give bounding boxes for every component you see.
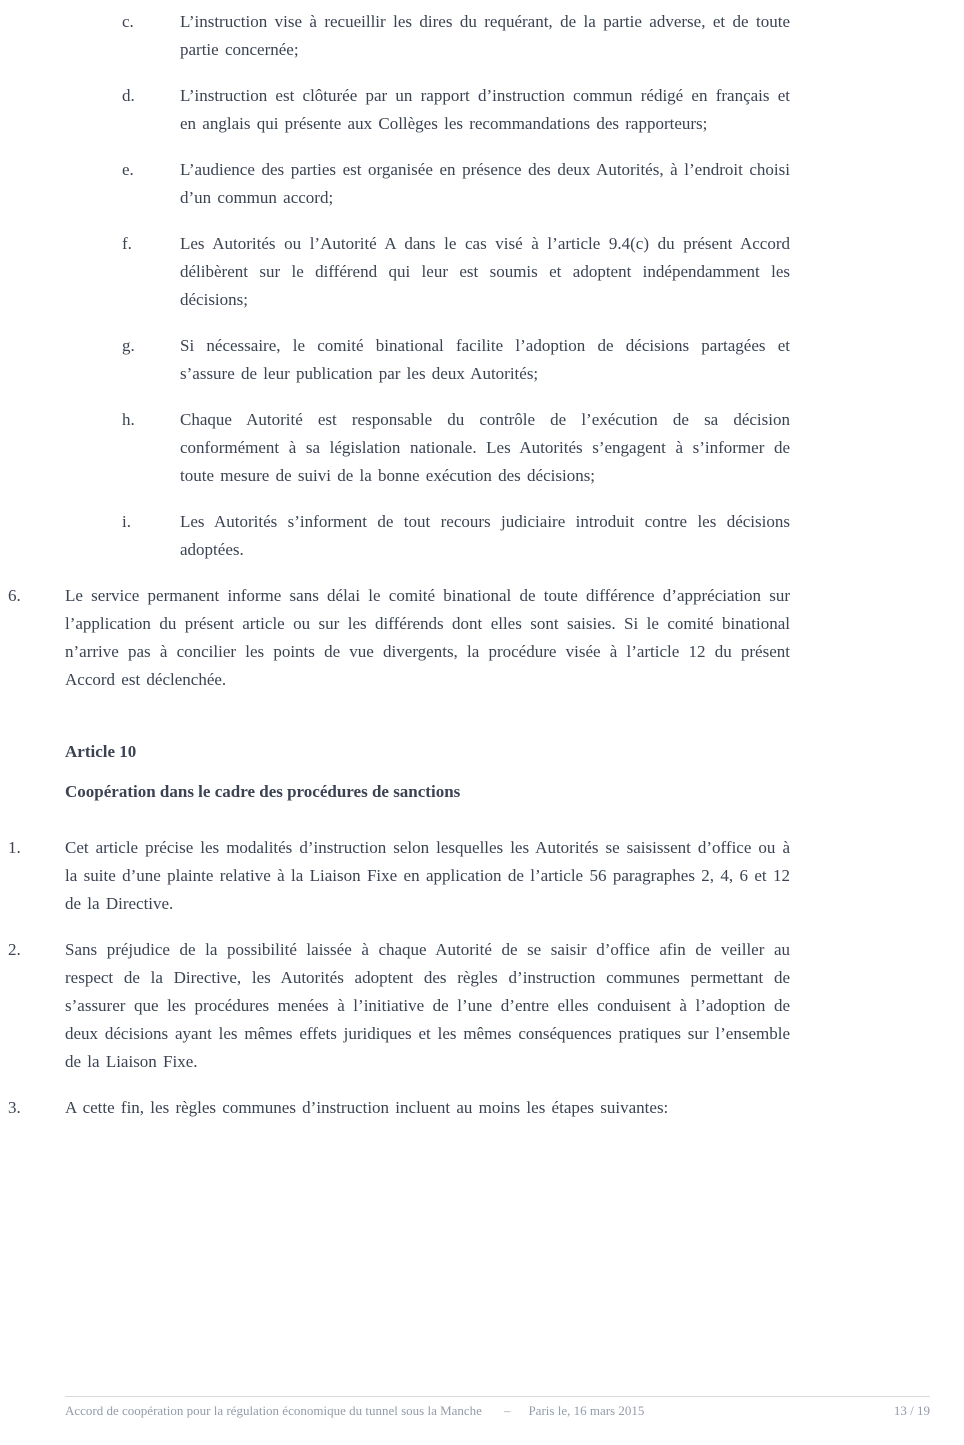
list-item-text: L’instruction est clôturée par un rapport d’instruction commun rédigé en français et en anglais qui présente aux Collèges les recommandations des rapporteurs; — [180, 86, 790, 133]
list-item-text: L’audience des parties est organisée en présence des deux Autorités, à l’endroit choisi d’un commun accord; — [180, 160, 790, 207]
list-item-label: h. — [122, 410, 135, 429]
list-item-label: d. — [122, 86, 135, 105]
list-item-text: Chaque Autorité est responsable du contrôle de l’exécution de sa décision conformément à sa législation nationale. Les Autorités s’engagent à s’informer de toute mesure de suivi de la bonne exécution des décisions; — [180, 410, 790, 485]
list-item-text: Les Autorités s’informent de tout recours judiciaire introduit contre les décisions adoptées. — [180, 512, 790, 559]
article-heading-block — [65, 738, 790, 806]
list-item-label: g. — [122, 336, 135, 355]
footer-document-title: Accord de coopération pour la régulation économique du tunnel sous la Manche — [65, 1403, 482, 1418]
list-item-label: 1. — [8, 838, 21, 857]
list-item-label: 2. — [8, 940, 21, 959]
list-item-label: 3. — [8, 1098, 21, 1117]
footer-document-info — [65, 1403, 644, 1419]
list-item — [8, 230, 790, 314]
list-item — [8, 8, 790, 64]
list-item-text: Le service permanent informe sans délai le comité binational de toute différence d’appréciation sur l’application du présent article ou sur les différends dont elles sont saisies. Si le comité binational n’arrive pas à concilier les points de vue divergents, la procédure visée à l’article 12 du présent Accord est déclenchée. — [65, 586, 790, 689]
page-number: 13 / 19 — [893, 1403, 930, 1418]
list-item-label: f. — [122, 234, 132, 253]
list-item — [8, 82, 790, 138]
list-item-label: 6. — [8, 586, 21, 605]
list-item — [8, 156, 790, 212]
article-title: Article 10 — [65, 742, 137, 761]
list-item-text: A cette fin, les règles communes d’instruction incluent au moins les étapes suivantes: — [65, 1098, 669, 1117]
list-item-text: Si nécessaire, le comité binational facilite l’adoption de décisions partagées et s’assure de leur publication par les deux Autorités; — [180, 336, 790, 383]
list-item — [8, 834, 790, 918]
list-item — [8, 582, 790, 694]
list-item-text: Sans préjudice de la possibilité laissée à chaque Autorité de se saisir d’office afin de veiller au respect de la Directive, les Autorités adoptent des règles d’instruction communes permettant de s’assurer que les procédures menées à l’initiative de l’une d’entre elles conduisent à l’adoption de deux décisions ayant les mêmes effets juridiques et les mêmes conséquences pratiques sur l’ensemble de la Liaison Fixe. — [65, 940, 790, 1071]
list-item-label: e. — [122, 160, 134, 179]
article-subtitle: Coopération dans le cadre des procédures de sanctions — [65, 782, 461, 801]
list-item-text: Cet article précise les modalités d’instruction selon lesquelles les Autorités se saisissent d’office ou à la suite d’une plainte relative à la Liaison Fixe en application de l’article 56 paragraphes 2, 4, 6 et 12 de la Directive. — [65, 838, 790, 913]
list-item-label: i. — [122, 512, 131, 531]
page-footer — [65, 1396, 930, 1419]
list-item — [8, 508, 790, 564]
list-item — [8, 406, 790, 490]
list-item — [8, 936, 790, 1076]
list-item — [8, 332, 790, 388]
document-page — [8, 8, 790, 1140]
list-item-label: c. — [122, 12, 134, 31]
list-item-text: L’instruction vise à recueillir les dires du requérant, de la partie adverse, et de toute partie concernée; — [180, 12, 790, 59]
list-item — [8, 1094, 790, 1122]
footer-separator: – — [503, 1403, 511, 1418]
list-item-text: Les Autorités ou l’Autorité A dans le cas visé à l’article 9.4(c) du présent Accord délibèrent sur le différend qui leur est soumis et adoptent indépendamment les décisions; — [180, 234, 790, 309]
footer-date: Paris le, 16 mars 2015 — [528, 1403, 645, 1418]
